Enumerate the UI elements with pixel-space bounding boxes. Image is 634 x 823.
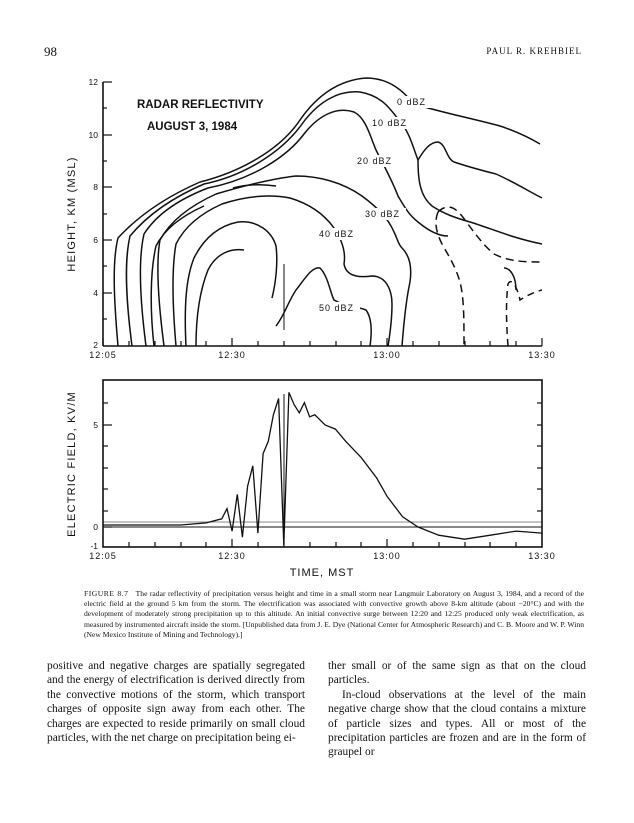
y-axis-label: ELECTRIC FIELD, KV/M	[66, 391, 78, 537]
x-tick-label: 13:00	[373, 350, 401, 360]
y-tick-label: 5	[93, 420, 98, 430]
y-tick-label: -1	[90, 541, 98, 551]
chart-title: RADAR REFLECTIVITY	[137, 99, 264, 111]
x-ticks	[103, 338, 542, 346]
chart-subtitle: AUGUST 3, 1984	[147, 121, 238, 133]
contour-label: 40 dBZ	[319, 229, 355, 239]
y-tick-label: 10	[88, 130, 98, 140]
y-ticks	[103, 82, 112, 319]
y-tick-label: 12	[88, 77, 98, 87]
contour-inner-2	[196, 250, 244, 346]
figure-label: FIGURE 8.7	[84, 589, 129, 598]
x-tick-label: 13:00	[373, 551, 401, 561]
electric-field-panel	[66, 380, 556, 579]
ef-x-ticks	[129, 539, 516, 547]
caption-text: The radar reflectivity of precipitation versus height and time in a small storm near Langmuir Laboratory on August 3, 1984, and a record of the electric field at the ground 5 km from the storm. The electrification was associated with convective growth above 8-km altitude (about −20°C) and with the development of moderately strong precipitation up to this altitude. An initial convective surge between 12:20 and 12:25 produced only weak electrification, as measured by instrumented aircraft inside the storm. [Unpublished data from J. E. Dye (National Center for Atmospheric Research) and C. B. Moore and W. P. Winn (New Mexico Institute of Mining and Technology).]	[84, 589, 584, 639]
contour-label: 30 dBZ	[365, 209, 401, 219]
contour-label: 20 dBZ	[357, 156, 393, 166]
paragraph: ther small or of the same sign as that on the cloud particles.	[328, 660, 586, 687]
y-tick-label: 4	[93, 288, 98, 298]
contour-40dbz	[173, 196, 392, 346]
contour-labels	[316, 96, 434, 314]
paragraph: In-cloud observations at the level of the main negative charge show that the cloud contains a mixture of particle sizes and types. All or most of the precipitation particles are frozen and are in the form of graupel or	[328, 688, 586, 759]
x-axis-label: TIME, MST	[289, 567, 355, 579]
y-tick-label: 2	[93, 340, 98, 350]
x-tick-label: 13:30	[528, 551, 556, 561]
contour-right-edge	[504, 268, 516, 290]
y-tick-label: 6	[93, 235, 98, 245]
contour-label: 0 dBZ	[397, 97, 427, 107]
ef-series-line	[103, 392, 542, 545]
page-number: 98	[44, 44, 57, 59]
y-tick-labels	[89, 77, 99, 350]
reflectivity-panel	[66, 77, 556, 360]
contour-dashed-1	[438, 207, 542, 262]
contour-label: 50 dBZ	[319, 303, 355, 313]
y-tick-label: 8	[93, 182, 98, 192]
contour-dashed-3	[507, 282, 543, 346]
x-tick-label: 12:30	[218, 350, 246, 360]
x-tick-label: 12:05	[89, 350, 117, 360]
contour-label: 10 dBZ	[372, 118, 408, 128]
ef-x-tick-labels	[89, 551, 556, 561]
body-column-right	[328, 659, 586, 760]
paragraph: positive and negative charges are spatially segregated and the energy of electrification is derived directly from the convective motions of the storm, which transport charges of opposite sign away from each other. The charges are expected to reside primarily on small cloud particles, with the net charge on precipitation being ei-	[47, 660, 305, 745]
x-tick-label: 13:30	[528, 350, 556, 360]
x-tick-label: 12:30	[218, 551, 246, 561]
x-tick-label: 12:05	[89, 551, 117, 561]
ef-series	[103, 392, 542, 545]
y-axis-label: HEIGHT, KM (MSL)	[66, 156, 78, 272]
y-tick-label: 0	[93, 522, 98, 532]
body-column-left	[47, 659, 305, 745]
figure-caption	[84, 589, 584, 640]
contour-dashed-2	[436, 212, 464, 346]
running-head: PAUL R. KREHBIEL	[486, 46, 582, 56]
contour-50dbz	[185, 222, 277, 346]
ef-y-tick-labels	[90, 420, 98, 551]
x-tick-labels	[89, 350, 556, 360]
